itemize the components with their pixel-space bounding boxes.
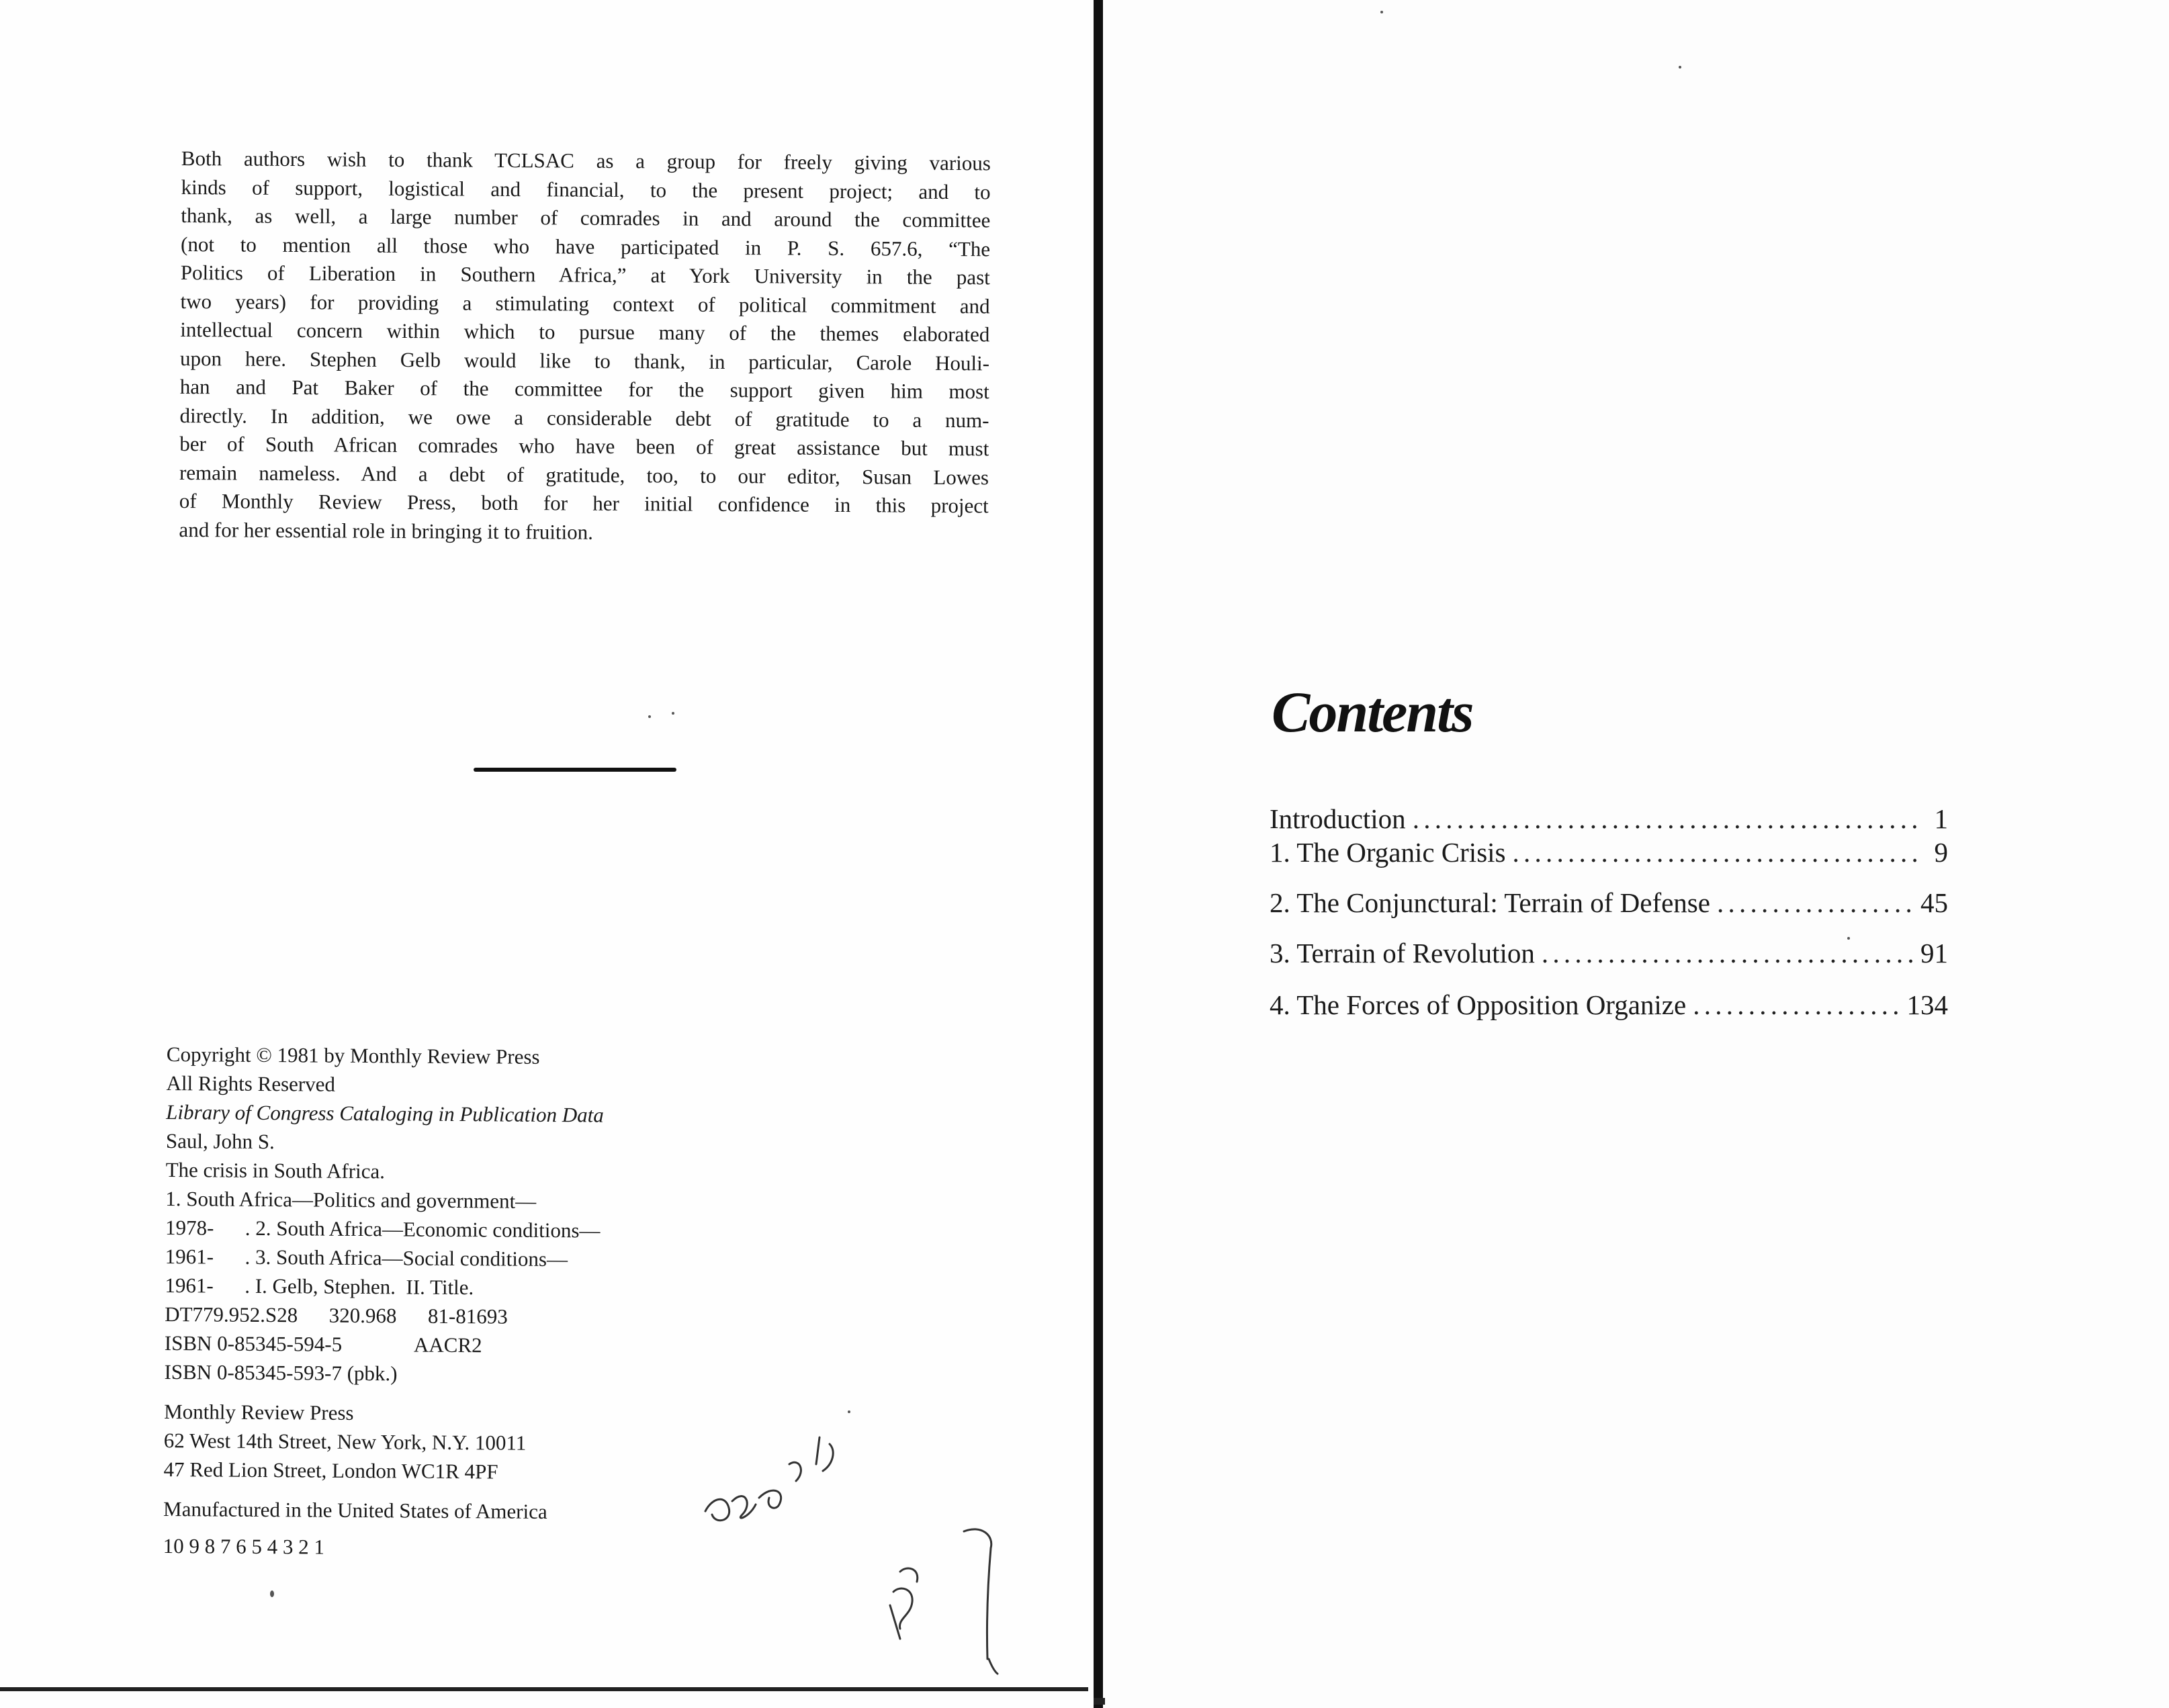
toc-entry[interactable] <box>1270 989 1948 1025</box>
copyright-block <box>163 1040 771 1564</box>
ack-line: of Monthly Review Press, both for her initial confidence in this project <box>179 488 989 518</box>
handwritten-marks <box>699 1424 1021 1679</box>
isbn-cloth: ISBN 0-85345-594-5 AACR2 <box>164 1331 482 1357</box>
ack-line: (not to mention all those who have participated in P. S. 657.6, “The <box>180 232 991 261</box>
ack-line: upon here. Stephen Gelb would like to thank, in particular, Carole Houli- <box>179 346 990 375</box>
toc-entry-title: 2. The Conjunctural: Terrain of Defense <box>1270 887 1710 918</box>
toc-entry[interactable] <box>1270 887 1948 923</box>
cip-title: The crisis in South Africa. <box>165 1157 386 1183</box>
ack-line: Both authors wish to thank TCLSAC as a group for freely giving various <box>181 146 991 175</box>
toc-entry[interactable] <box>1270 803 1948 839</box>
section-divider-rule <box>474 768 676 772</box>
toc-entry-page: 91 <box>1920 938 1948 969</box>
toc-entry-title: 3. Terrain of Revolution <box>1270 938 1535 969</box>
cip-subject: 1. South Africa—Politics and government— <box>165 1186 537 1213</box>
acknowledgments-paragraph <box>179 144 991 549</box>
toc-leader-dots <box>1513 836 1921 868</box>
toc-entry-title: 4. The Forces of Opposition Organize <box>1270 989 1687 1020</box>
page-speck <box>848 1410 850 1413</box>
cip-classification: DT779.952.S28 320.968 81-81693 <box>165 1302 508 1329</box>
ack-line: two years) for providing a stimulating context of political commitment and <box>180 289 990 318</box>
page-bottom-edge <box>0 1687 1088 1691</box>
toc-leader-dots <box>1542 937 1914 969</box>
manufactured-statement: Manufactured in the United States of America <box>163 1496 547 1523</box>
cip-author: Saul, John S. <box>165 1128 275 1154</box>
publisher-name: Monthly Review Press <box>164 1399 354 1425</box>
toc-leader-dots <box>1717 887 1914 919</box>
toc-entry-page: 9 <box>1934 837 1948 868</box>
page-speck <box>672 712 674 715</box>
contents-heading: Contents <box>1272 680 1473 744</box>
toc-entry[interactable] <box>1270 937 1948 973</box>
toc-entry[interactable] <box>1270 836 1948 872</box>
book-gutter <box>1094 0 1103 1708</box>
toc-entry-page: 1 <box>1934 803 1948 834</box>
printing-line: 10 9 8 7 6 5 4 3 2 1 <box>163 1533 325 1559</box>
toc-entry-title: 1. The Organic Crisis <box>1270 837 1506 868</box>
publisher-address-ny: 62 West 14th Street, New York, N.Y. 10011 <box>163 1428 527 1455</box>
ack-line: Politics of Liberation in Southern Africa,” at York University in the past <box>180 260 990 289</box>
cip-subject: 1978- . 2. South Africa—Economic conditions— <box>165 1215 601 1243</box>
ack-line: intellectual concern within which to pursue many of the themes elaborated <box>180 317 990 347</box>
ack-line: han and Pat Baker of the committee for the support given him most <box>179 374 989 404</box>
ack-line: directly. In addition, we owe a considerable debt of gratitude to a num- <box>179 403 989 432</box>
page-speck <box>270 1590 274 1597</box>
toc-leader-dots <box>1413 803 1921 835</box>
rights-statement: All Rights Reserved <box>166 1071 336 1096</box>
publisher-address-london: 47 Red Lion Street, London WC1R 4PF <box>163 1457 498 1484</box>
ack-line: thank, as well, a large number of comrades in and around the committee <box>181 203 991 232</box>
toc-entry-page: 45 <box>1920 887 1948 918</box>
ack-line: remain nameless. And a debt of gratitude, too, to our editor, Susan Lowes <box>179 460 989 489</box>
page-speck <box>1679 66 1681 69</box>
ack-line: and for her essential role in bringing it to fruition. <box>179 517 594 544</box>
toc-leader-dots <box>1693 989 1900 1021</box>
cip-heading: Library of Congress Cataloging in Publication Data <box>166 1099 604 1127</box>
ack-line: kinds of support, logistical and financial, to the present project; and to <box>181 175 991 204</box>
cip-subject: 1961- . 3. South Africa—Social conditions— <box>165 1244 568 1271</box>
ack-line: ber of South African comrades who have been of great assistance but must <box>179 431 989 461</box>
toc-entry-title: Introduction <box>1270 803 1406 834</box>
toc-entry-page: 134 <box>1906 989 1948 1020</box>
cip-subject: 1961- . I. Gelb, Stephen. II. Title. <box>165 1273 474 1300</box>
isbn-paper: ISBN 0-85345-593-7 (pbk.) <box>164 1359 398 1386</box>
copyright-notice: Copyright © 1981 by Monthly Review Press <box>166 1042 540 1069</box>
page-speck <box>648 715 651 718</box>
page-speck <box>1380 11 1383 13</box>
